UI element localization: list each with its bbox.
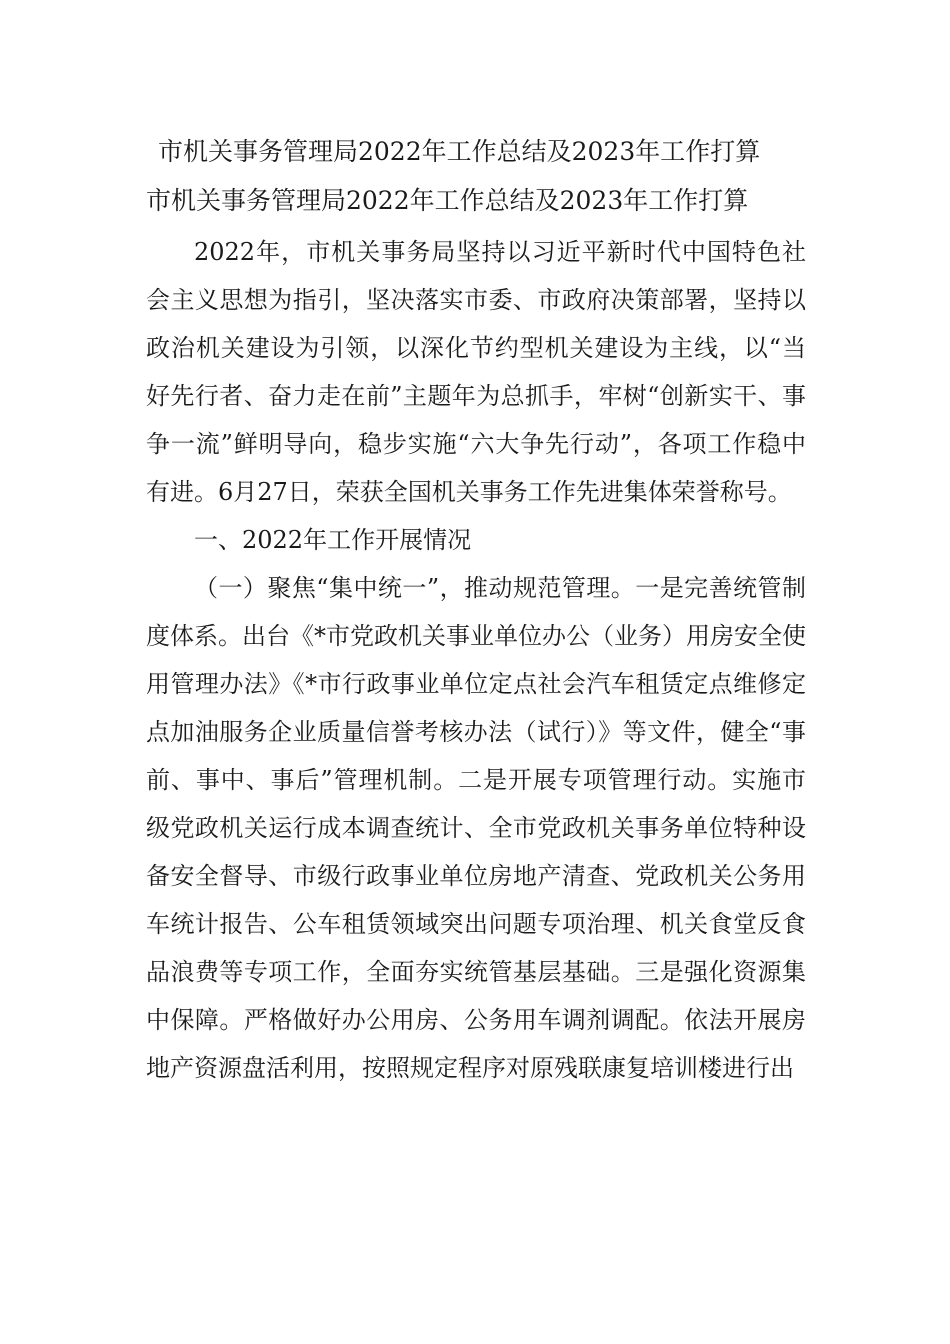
- section-heading: 一、2022年工作开展情况: [194, 526, 472, 554]
- paragraph-intro: 2022年，市机关事务局坚持以习近平新时代中国特色社会主义思想为指引，坚决落实市委、市政府决策部署，坚持以政治机关建设为引领，以深化节约型机关建设为主线，以“当好先行者、奋力走在前”主题年为总抓手，牢树“创新实干、事争一流”鲜明导向，稳步实施“六大争先行动”，各项工作稳中有进。6月27日，荣获全国机关事务工作先进集体荣誉称号。: [146, 238, 806, 506]
- document-title-repeat: 市机关事务管理局2022年工作总结及2023年工作打算: [146, 186, 749, 215]
- paragraph-section-1: （一）聚焦“集中统一”，推动规范管理。一是完善统管制度体系。出台《*市党政机关事业单位办公（业务）用房安全使用管理办法》《*市行政事业单位定点社会汽车租赁定点维修定点加油服务企业质量信誉考核办法（试行）》等文件，健全“事前、事中、事后”管理机制。二是开展专项管理行动。实施市级党政机关运行成本调查统计、全市党政机关事务单位特种设备安全督导、市级行政事业单位房地产清查、党政机关公务用车统计报告、公车租赁领域突出问题专项治理、机关食堂反食品浪费等专项工作，全面夯实统管基层基础。三是强化资源集中保障。严格做好办公用房、公务用车调剂调配。依法开展房地产资源盘活利用，按照规定程序对原残联康复培训楼进行出: [146, 574, 806, 1082]
- document-body: [146, 228, 806, 1092]
- document-title: 市机关事务管理局2022年工作总结及2023年工作打算: [158, 137, 761, 166]
